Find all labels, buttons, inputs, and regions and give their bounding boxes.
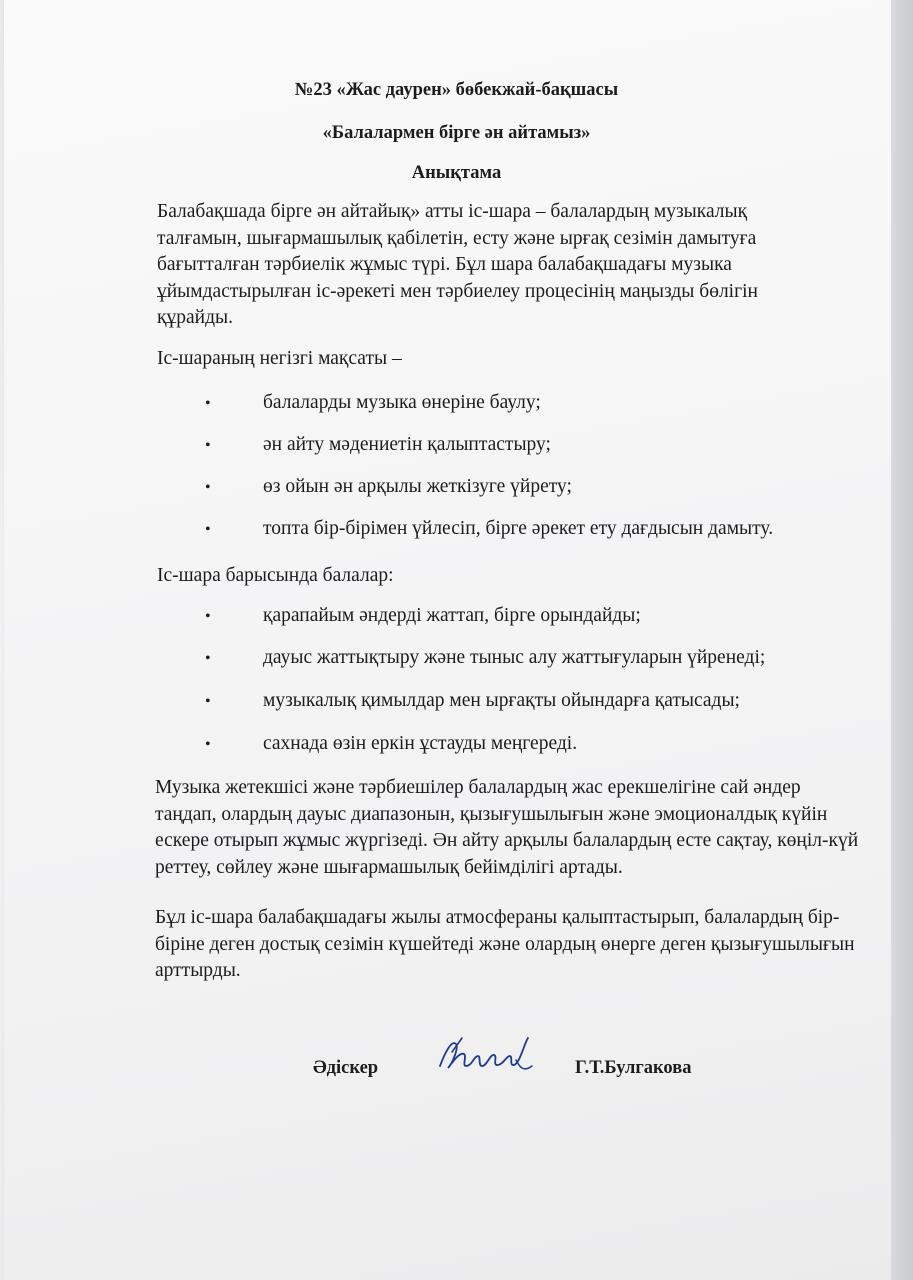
signer-role: Әдіскер [313, 1058, 379, 1078]
list-item [205, 645, 765, 672]
bullet-icon: • [205, 521, 211, 538]
closing-paragraph: Бұл іс-шара балабақшадағы жылы атмосфераны қалыптастырып, балалардың бір-біріне деген достық сезімін күшейтеді және олардың өнерге деген қызығушылығын арттырды. [155, 907, 855, 981]
activity-text: сахнада өзін еркін ұстауды меңгереді. [263, 733, 578, 754]
goal-text: өз ойын ән арқылы жеткізуге үйрету; [263, 476, 572, 497]
signer-name: Г.Т.Булгакова [575, 1058, 692, 1078]
bullet-icon: • [205, 479, 211, 496]
bullet-icon: • [205, 608, 211, 625]
document-page [4, 0, 892, 1280]
list-item [205, 603, 641, 630]
activity-text: дауыс жаттықтыру және тыныс алу жаттығуларын үйренеді; [263, 647, 766, 668]
document-type-title: Анықтама [411, 163, 502, 183]
bullet-icon: • [205, 650, 211, 667]
intro-paragraph: Балабақшада бірге ән айтайық» атты іс-шара – балалардың музыкалық талғамын, шығармашылық қабілетін, есту және ырғақ сезімін дамытуға бағытталған тәрбиелік жұмыс түрі. Бұл шара балабақшадағы музыка ұйымдастырылған іс-әрекеті мен тәрбиелеу процесінің маңызды бөлігін құрайды. [157, 201, 758, 328]
music-paragraph: Музыка жетекшісі және тәрбиешілер балалардың жас ерекшелігіне сай әндер таңдап, олардың дауыс диапазонын, қызығушылығын және эмоционалдық күйін ескере отырып жұмыс жүргізеді. Ән айту арқылы балалардың есте сақтау, көңіл-күй реттеу, сөйлеу және шығармашылық бейімділігі артады. [155, 777, 859, 878]
bullet-icon: • [205, 693, 211, 710]
activity-text: музыкалық қимылдар мен ырғақты ойындарға қатысады; [263, 690, 740, 711]
bullet-icon: • [205, 736, 211, 753]
activities-intro: Іс-шара барысында балалар: [157, 565, 394, 586]
bullet-icon: • [205, 395, 211, 412]
list-item [205, 731, 577, 758]
list-item [205, 390, 541, 417]
bullet-icon: • [205, 437, 211, 454]
list-item [205, 474, 572, 501]
event-title: «Балалармен бірге ән айтамыз» [322, 123, 591, 143]
goal-text: топта бір-бірімен үйлесіп, бірге әрекет ету дағдысын дамыту. [263, 518, 774, 539]
goal-text: ән айту мәдениетін қалыптастыру; [263, 434, 551, 455]
list-item [205, 688, 740, 715]
goals-intro: Іс-шараның негізгі мақсаты – [157, 348, 402, 369]
list-item [205, 432, 551, 459]
background-edge [891, 0, 913, 1280]
institution-title: №23 «Жас даурен» бөбекжай-бақшасы [294, 80, 619, 100]
list-item [205, 516, 773, 543]
handwritten-signature [432, 1030, 542, 1080]
activity-text: қарапайым әндерді жаттап, бірге орындайды; [263, 605, 641, 626]
goal-text: балаларды музыка өнеріне баулу; [263, 392, 541, 413]
